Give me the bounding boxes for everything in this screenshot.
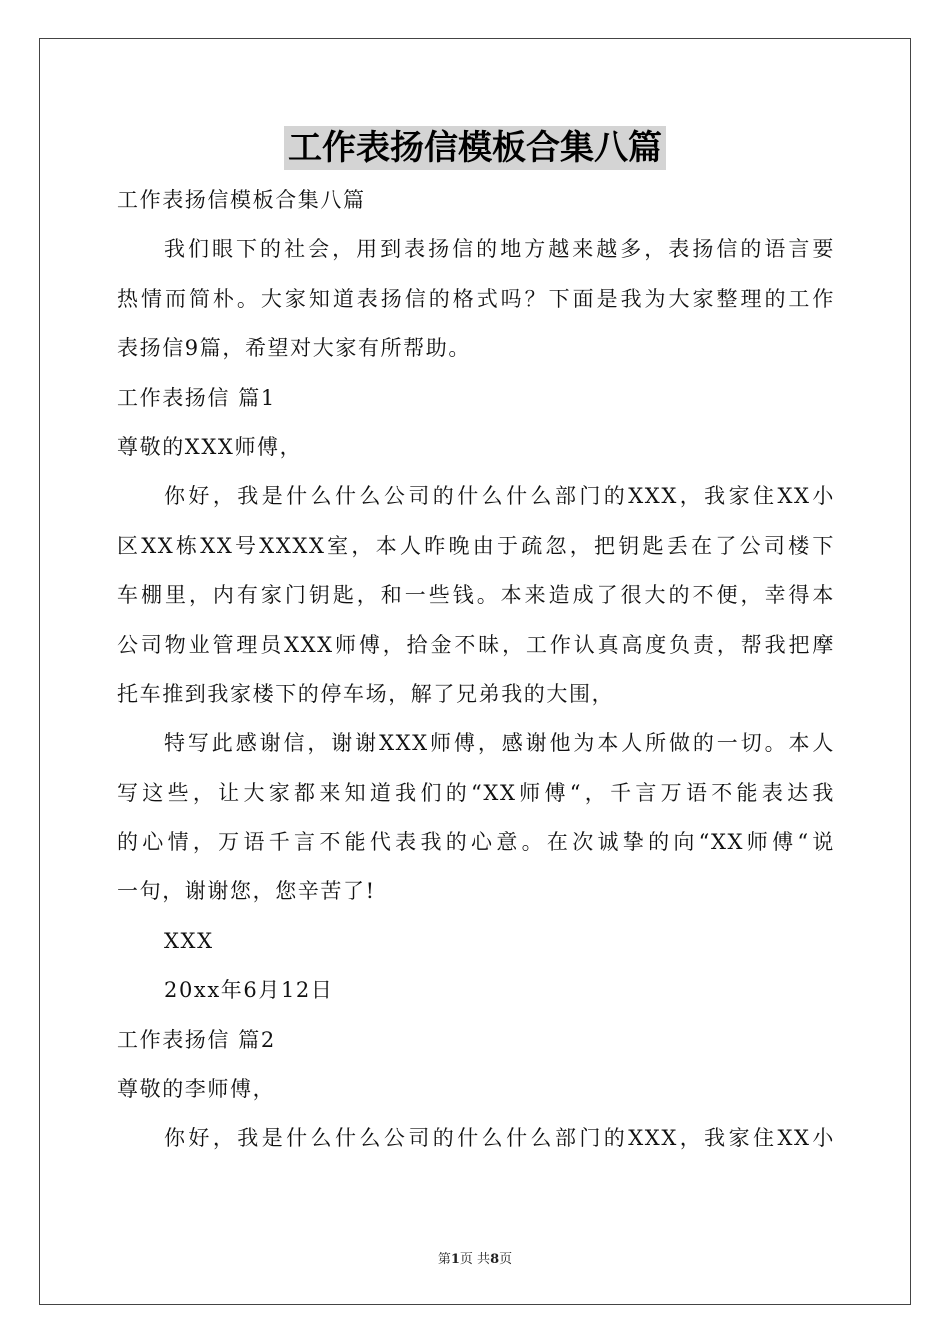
footer-page-prefix: 第 — [437, 1252, 451, 1267]
title-container — [0, 126, 950, 170]
body-line: 尊敬的李师傅， — [117, 1077, 276, 1102]
body-line: 你好，我是什么什么公司的什么什么部门的XXX，我家住XX小 — [164, 1126, 835, 1151]
footer-page-current: 1 — [450, 1252, 460, 1267]
footer-page-mid: 页 共 — [459, 1252, 491, 1267]
body-line: 区XX栋XX号XXXX室，本人昨晚由于疏忽，把钥匙丢在了公司楼下 — [117, 533, 835, 558]
body-line: 公司物业管理员XXX师傅，拾金不昧，工作认真高度负责，帮我把摩 — [117, 632, 835, 657]
body-line: 工作表扬信模板合集八篇 — [117, 188, 366, 212]
body-line: 我们眼下的社会，用到表扬信的地方越来越多，表扬信的语言要 — [164, 237, 835, 262]
document-title: 工作表扬信模板合集八篇 — [284, 126, 666, 170]
footer-page-total: 8 — [490, 1252, 500, 1267]
body-line: 特写此感谢信，谢谢XXX师傅，感谢他为本人所做的一切。本人 — [164, 731, 835, 756]
body-line: 工作表扬信 篇2 — [117, 1027, 276, 1052]
document-body — [117, 176, 835, 1164]
body-line: 热情而简朴。大家知道表扬信的格式吗？下面是我为大家整理的工作 — [117, 286, 835, 311]
body-line: 写这些，让大家都来知道我们的“XX师傅“，千言万语不能表达我 — [117, 780, 835, 805]
footer-page-suffix: 页 — [499, 1252, 513, 1267]
body-line: 的心情，万语千言不能代表我的心意。在次诚挚的向“XX师傅“说 — [117, 830, 835, 855]
body-line: 表扬信9篇，希望对大家有所帮助。 — [117, 336, 471, 361]
body-line: 车棚里，内有家门钥匙，和一些钱。本来造成了很大的不便，幸得本 — [117, 583, 835, 608]
body-line: 20xx年6月12日 — [164, 978, 334, 1003]
body-line: 你好，我是什么什么公司的什么什么部门的XXX，我家住XX小 — [164, 484, 835, 509]
page-footer — [0, 1248, 950, 1267]
body-line: 一句，谢谢您，您辛苦了! — [117, 879, 376, 904]
body-line: 托车推到我家楼下的停车场，解了兄弟我的大围， — [117, 681, 615, 706]
body-line: 工作表扬信 篇1 — [117, 385, 276, 410]
body-line: 尊敬的XXX师傅， — [117, 434, 303, 459]
body-line: XXX — [164, 928, 214, 953]
